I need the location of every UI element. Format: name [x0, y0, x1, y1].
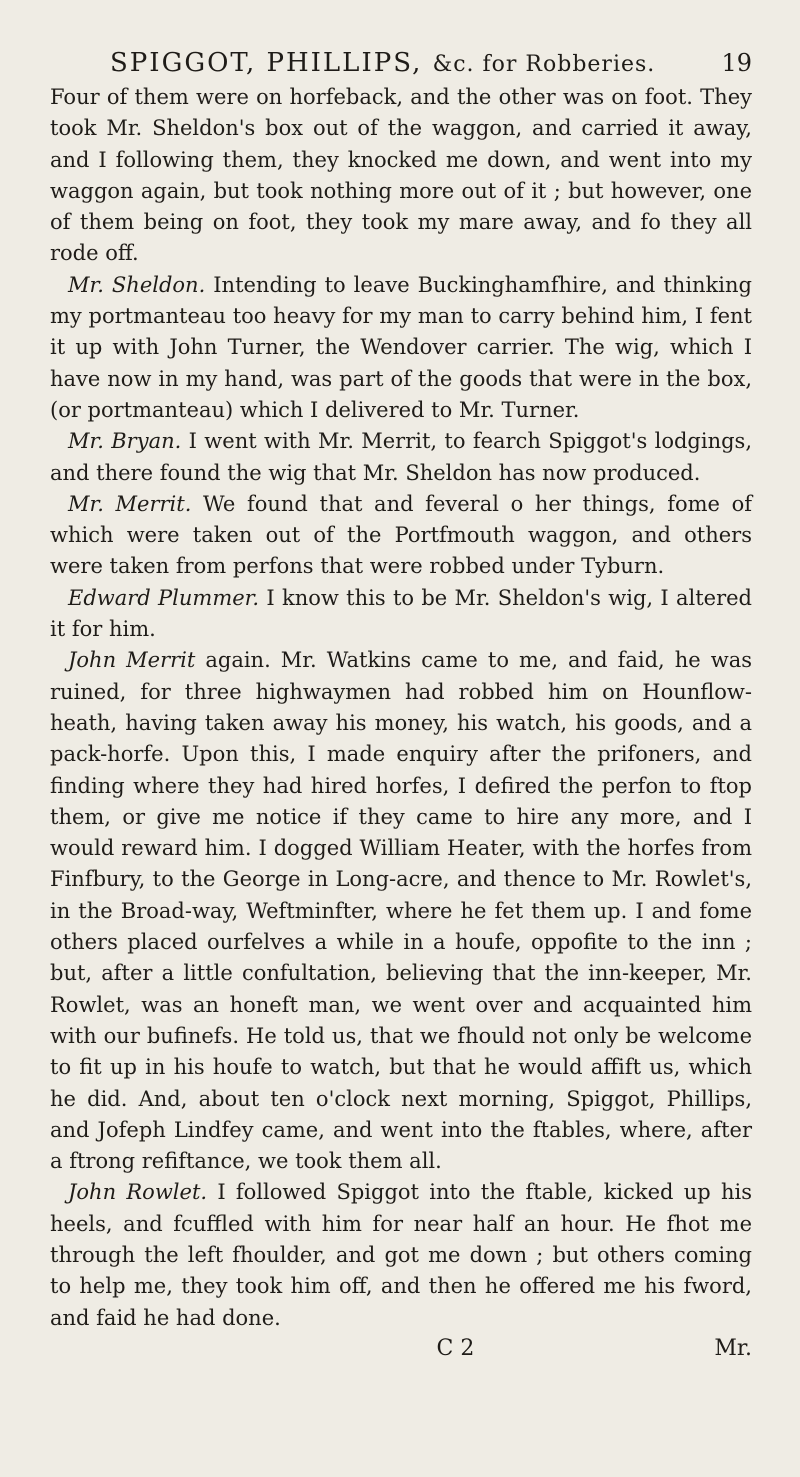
- running-head-names: SPIGGOT, PHILLIPS,: [110, 48, 423, 78]
- page-footer: [50, 1334, 752, 1364]
- running-head-subtitle: &c. for Robberies.: [432, 52, 656, 77]
- paragraph-4: [50, 489, 752, 583]
- paragraph-text: I followed Spiggot into the ftable, kicked up his heels, and fcuffled with him for near half an hour. He fhot me through the left fhoulder, and got me down ; but others coming to help me, they took him off, and then he offered me his fword, and faid he had done.: [50, 1180, 752, 1330]
- signature-mark: C 2: [436, 1335, 475, 1361]
- speaker-name: Mr. Merrit.: [68, 491, 192, 516]
- paragraph-text: Four of them were on horfeback, and the other was on foot. They took Mr. Sheldon's box out of the waggon, and carried it away, and I following them, they knocked me down, and went into my waggon again, but took nothing more out of it ; but however, one of them being on foot, they took my mare away, and fo they all rode off.: [50, 85, 752, 266]
- running-head-title: [110, 46, 655, 82]
- paragraph-2: [50, 270, 752, 426]
- paragraph-text: Intending to leave Buckinghamfhire, and thinking my portmanteau too heavy for my man to carry behind him, I fent it up with John Turner, the Wendover carrier. The wig, which I have now in my hand, was part of the goods that were in the box, (or portmanteau) which I delivered to Mr. Turner.: [50, 272, 752, 422]
- paragraph-text: I went with Mr. Merrit, to fearch Spiggot's lodgings, and there found the wig that Mr. Sheldon has now produced.: [50, 429, 752, 485]
- paragraph-6: [50, 645, 752, 1177]
- paragraph-text: We found that and feveral o her things, fome of which were taken out of the Portfmouth waggon, and others were taken from perfons that were robbed under Tyburn.: [50, 491, 752, 579]
- paragraph-text: again. Mr. Watkins came to me, and faid, he was ruined, for three highwaymen had robbed him on Hounflow-heath, having taken away his money, his watch, his goods, and a pack-horfe. Upon this, I made enquiry after the prifoners, and finding where they had hired horfes, I defired the perfon to ftop them, or give me notice if they came to hire any more, and I would reward him. I dogged William Heater, with the horfes from Finfbury, to the George in Long-acre, and thence to Mr. Rowlet's, in the Broad-way, Weftminfter, where he fet them up. I and fome others placed ourfelves a while in a houfe, oppofite to the inn ; but, after a little confultation, believing that the inn-keeper, Mr. Rowlet, was an honeft man, we went over and acquainted him with our bufinefs. He told us, that we fhould not only be welcome to fit up in his houfe to watch, but that he would affift us, which he did. And, about ten o'clock next morning, Spiggot, Phillips, and Jofeph Lindfey came, and went into the ftables, where, after a ftrong refiftance, we took them all.: [50, 648, 752, 1174]
- speaker-name: Edward Plummer.: [68, 585, 260, 610]
- catchword: Mr.: [714, 1335, 752, 1361]
- paragraph-1: [50, 82, 752, 270]
- paragraph-text: I know this to be Mr. Sheldon's wig, I altered it for him.: [50, 585, 752, 642]
- running-head: [110, 46, 752, 82]
- page-body: [50, 82, 752, 1334]
- speaker-name: Mr. Sheldon.: [68, 272, 206, 297]
- speaker-name: John Rowlet.: [68, 1180, 208, 1205]
- paragraph-7: [50, 1177, 752, 1333]
- speaker-name: Mr. Bryan.: [68, 429, 182, 454]
- page-number: 19: [721, 49, 752, 77]
- paragraph-5: [50, 583, 752, 646]
- paragraph-3: [50, 426, 752, 489]
- speaker-name: John Merrit: [68, 648, 196, 673]
